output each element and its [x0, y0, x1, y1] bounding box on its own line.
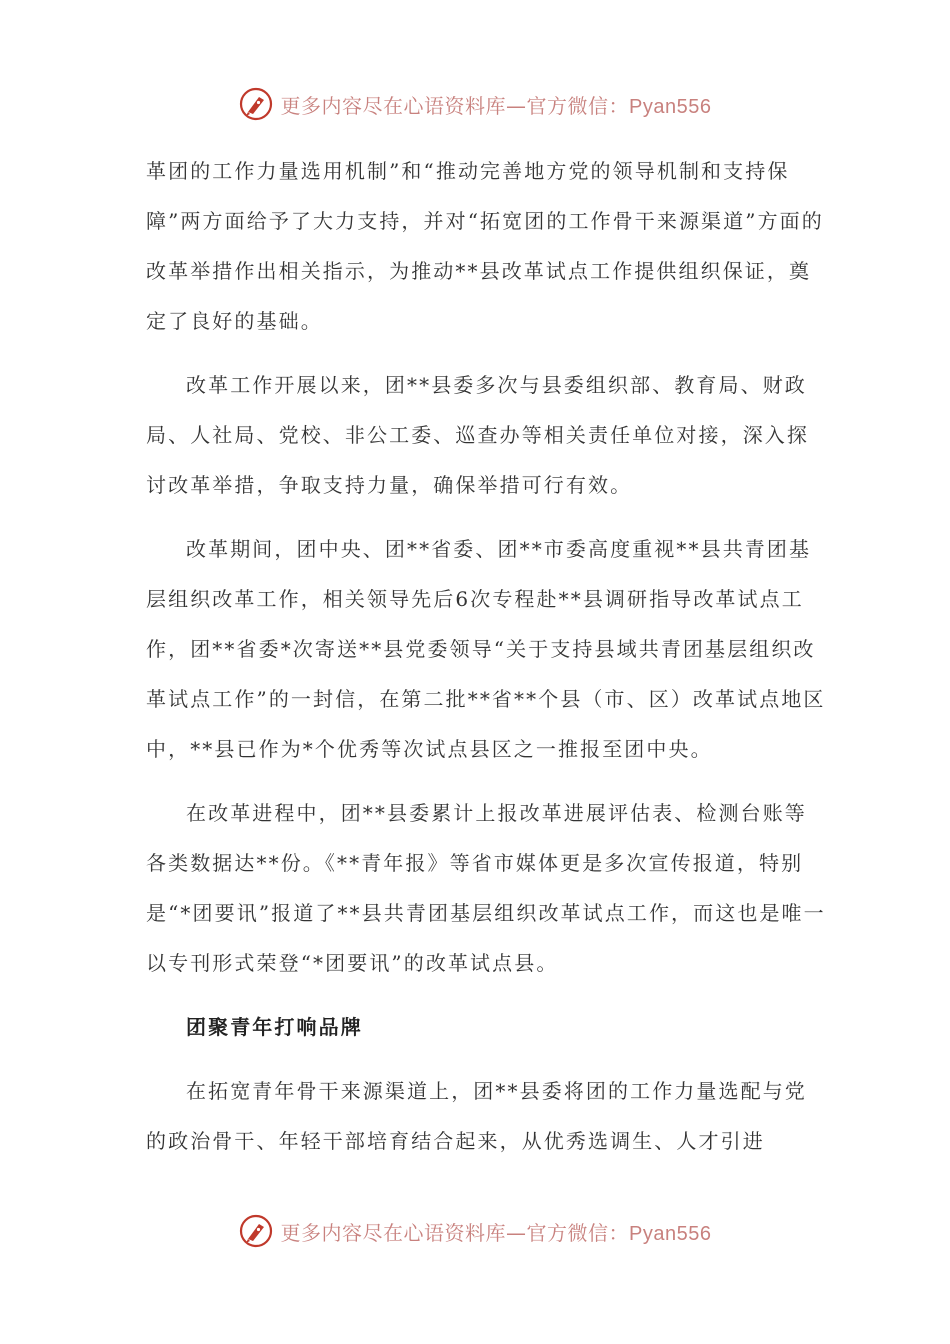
document-body — [146, 146, 826, 1180]
pen-nib-logo-icon — [239, 1214, 273, 1248]
section-heading: 团聚青年打响品牌 — [186, 1015, 363, 1039]
watermark-text: 更多内容尽在心语资料库—官方微信：Pyan556 — [280, 1220, 712, 1245]
pen-nib-logo-icon — [239, 87, 273, 121]
watermark-text: 更多内容尽在心语资料库—官方微信：Pyan556 — [280, 93, 712, 118]
paragraph-4: 在改革进程中，团**县委累计上报改革进展评估表、检测台账等各类数据达**份。《**青年报》等省市媒体更是多次宣传报道，特别是“*团要讯”报道了**县共青团基层组织改革试点工作，而这也是唯一以专刊形式荣登“*团要讯”的改革试点县。 — [146, 801, 826, 975]
paragraph-1: 革团的工作力量选用机制”和“推动完善地方党的领导机制和支持保障”两方面给予了大力支持，并对“拓宽团的工作骨干来源渠道”方面的改革举措作出相关指示，为推动**县改革试点工作提供组织保证，奠定了良好的基础。 — [146, 159, 824, 333]
paragraph-5: 在拓宽青年骨干来源渠道上，团**县委将团的工作力量选配与党的政治骨干、年轻干部培育结合起来，从优秀选调生、人才引进 — [146, 1079, 807, 1153]
paragraph-2: 改革工作开展以来，团**县委多次与县委组织部、教育局、财政局、人社局、党校、非公工委、巡查办等相关责任单位对接，深入探讨改革举措，争取支持力量，确保举措可行有效。 — [146, 373, 809, 497]
paragraph-3: 改革期间，团中央、团**省委、团**市委高度重视**县共青团基层组织改革工作，相关领导先后6次专程赴**县调研指导改革试点工作，团**省委*次寄送**县党委领导“关于支持县域共青团基层组织改革试点工作”的一封信，在第二批**省**个县（市、区）改革试点地区中，**县已作为*个优秀等次试点县区之一推报至团中央。 — [146, 537, 826, 761]
watermark-footer — [0, 1211, 950, 1251]
watermark-header — [0, 84, 950, 124]
